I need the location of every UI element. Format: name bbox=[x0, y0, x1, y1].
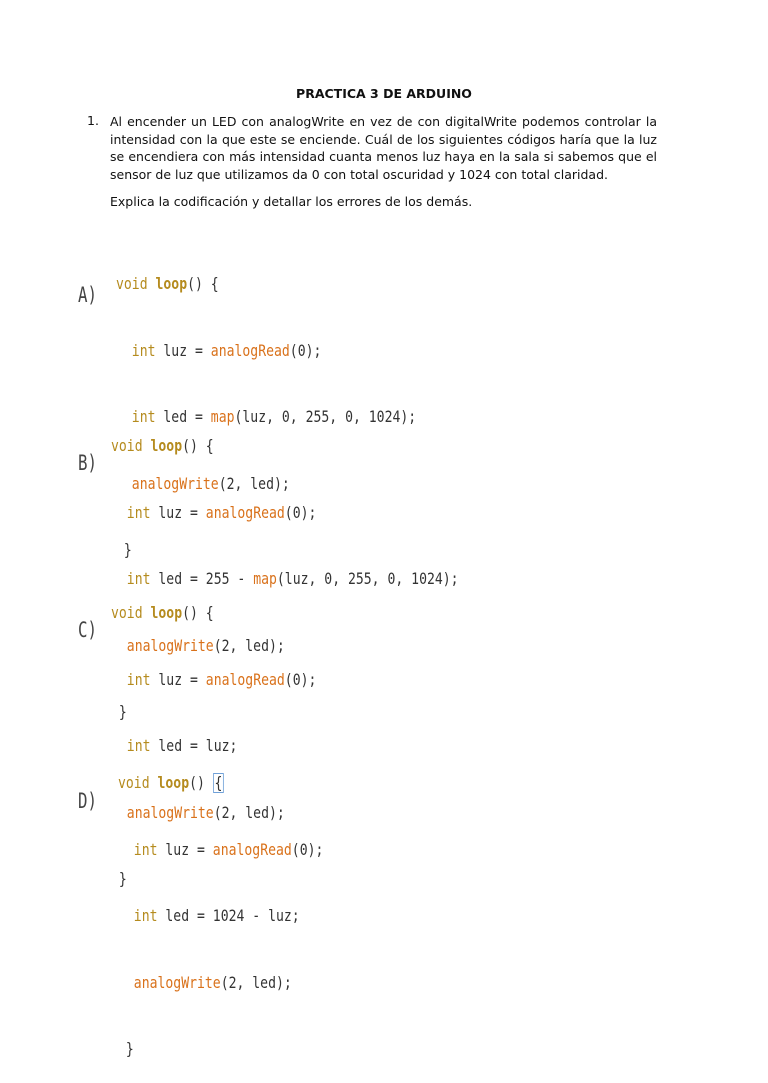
option-d-code bbox=[118, 731, 323, 1083]
code-line: int luz = analogRead(0); bbox=[131, 340, 322, 360]
option-b-letter: B) bbox=[78, 451, 97, 475]
question-instruction: Explica la codificación y detallar los errores de los demás. bbox=[110, 194, 473, 209]
code-line: analogWrite(2, led); bbox=[133, 972, 292, 992]
question-number: 1. bbox=[87, 113, 99, 128]
code-line: } bbox=[111, 869, 127, 889]
code-line: } bbox=[118, 1039, 134, 1059]
code-line: int led = map(luz, 0, 255, 0, 1024); bbox=[131, 407, 417, 427]
option-c-letter: C) bbox=[78, 618, 97, 642]
code-line: analogWrite(2, led); bbox=[126, 635, 285, 655]
code-line: int luz = analogRead(0); bbox=[133, 839, 324, 859]
code-line: void loop() { bbox=[116, 274, 219, 293]
code-line: void loop() { bbox=[111, 603, 214, 622]
code-line: int led = 1024 - luz; bbox=[133, 906, 300, 926]
code-line: void loop() { bbox=[111, 436, 214, 455]
option-a-letter: A) bbox=[78, 283, 97, 307]
code-line: } bbox=[111, 702, 127, 722]
code-line: analogWrite(2, led); bbox=[131, 473, 290, 493]
code-line: analogWrite(2, led); bbox=[126, 802, 285, 822]
code-line: int luz = analogRead(0); bbox=[126, 502, 317, 522]
code-line: int led = 255 - map(luz, 0, 255, 0, 1024); bbox=[126, 569, 459, 589]
question-text: Al encender un LED con analogWrite en vez de con digitalWrite podemos controlar la intensidad con la que este se enciende. Cuál de los siguientes códigos haría que la luz se encendiera con más intensidad cuanta menos luz haya en la sala si sabemos que el sensor de luz que utilizamos da 0 con total oscuridad y 1024 con total claridad. bbox=[110, 114, 657, 182]
cursor-highlight: { bbox=[214, 773, 223, 792]
code-line: void loop() { bbox=[118, 773, 223, 792]
page-title: PRACTICA 3 DE ARDUINO bbox=[296, 86, 472, 101]
code-line: int luz = analogRead(0); bbox=[126, 669, 317, 689]
option-d-letter: D) bbox=[78, 789, 97, 813]
code-line: } bbox=[116, 540, 132, 560]
code-line: int led = luz; bbox=[126, 736, 238, 756]
